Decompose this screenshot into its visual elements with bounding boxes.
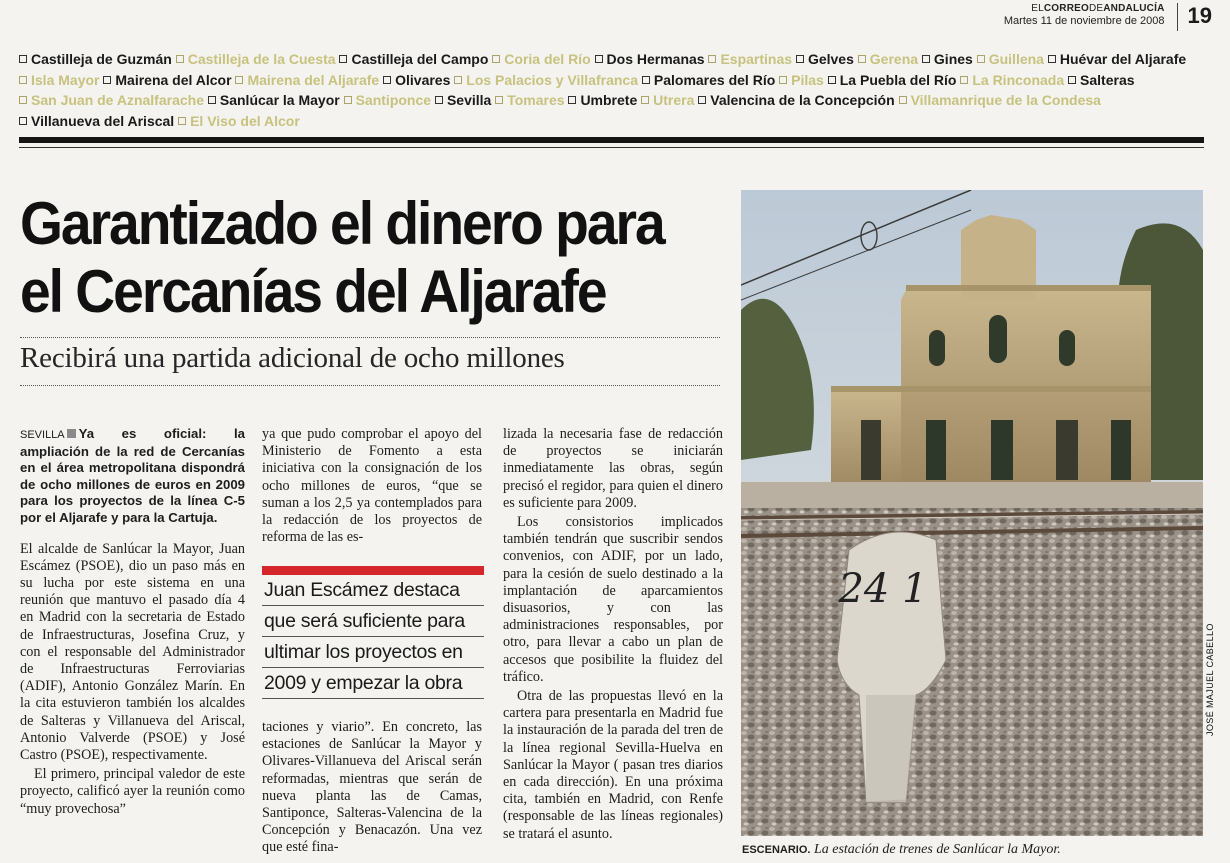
station-photo-illustration <box>741 190 1203 836</box>
pull-quote-line: Juan Escámez destaca <box>262 575 484 606</box>
town-name: Salteras <box>1080 71 1135 88</box>
lead-text: Ya es oficial: la ampliación de la red de Cercanías en el área metropolitana dispondrá de ocho millones de euros en 2009 para los proyectos de la línea C-5 por el Aljarafe y para la Cartuja. <box>20 426 245 525</box>
town-name: Valencina de la Concepción <box>710 92 895 108</box>
towns-ribbon <box>19 49 1204 131</box>
caption-text: La estación de trenes de Sanlúcar la Mayor. <box>813 842 1061 857</box>
deck-rule-top <box>20 337 720 338</box>
body-paragraph: El primero, principal valedor de este proyecto, calificó ayer la reunión como “muy provechosa” <box>20 766 245 817</box>
masthead-divider <box>1177 3 1178 31</box>
town-name: Castilleja del Campo <box>351 51 489 67</box>
town-item <box>828 72 957 88</box>
square-bullet-icon <box>176 55 184 63</box>
square-bullet-icon <box>698 96 706 104</box>
lead-paragraph <box>20 426 245 527</box>
headline <box>20 190 673 326</box>
town-item <box>344 92 431 108</box>
square-bullet-icon <box>495 96 503 104</box>
town-name: Castilleja de Guzmán <box>31 51 172 67</box>
town-item <box>796 51 854 67</box>
town-item <box>454 72 638 88</box>
town-name: Santiponce <box>355 92 432 108</box>
town-name: Gelves <box>807 51 854 67</box>
deck-subheadline: Recibirá una partida adicional de ocho millones <box>20 342 565 374</box>
town-name: Mairena del Alcor <box>115 71 232 88</box>
town-item <box>858 51 918 67</box>
town-name: El Viso del Alcor <box>190 112 300 129</box>
town-item <box>235 72 379 88</box>
town-name: Olivares <box>395 71 451 88</box>
photo-credit: JOSÉ MAJUEL CABELLO <box>1205 623 1215 736</box>
square-bullet-icon <box>19 117 27 125</box>
article-column-1 <box>20 426 245 820</box>
square-bullet-icon <box>960 76 968 84</box>
square-bullet-icon <box>568 96 576 104</box>
body-paragraph: El alcalde de Sanlúcar la Mayor, Juan Escámez (PSOE), dio un paso más en su lucha por este sistema en una reunión que mantuvo el pasado día 4 en Madrid con la secretaria de Estado de Infraestructuras, Josefina Cruz, y con el responsable del Administrador de Infraestructuras Ferroviarias (ADIF), Antonio González Marín. En la cita estuvieron también los alcaldes de Salteras y Villanueva del Ariscal, Antonio Valverde (PSOE) y José Castro (PSOE), respectivamente. <box>20 540 245 763</box>
newspaper-name: ELCORREODEANDALUCÍA <box>1031 3 1165 14</box>
town-item <box>698 92 894 108</box>
masthead-text <box>1004 3 1165 27</box>
town-item <box>922 51 973 67</box>
town-item <box>19 113 174 129</box>
town-item <box>339 51 488 67</box>
square-bullet-icon <box>235 76 243 84</box>
square-bullet-icon <box>858 55 866 63</box>
dateline: SEVILLA <box>20 429 65 441</box>
town-item <box>19 51 172 67</box>
body-paragraph: Los consistorios implicados también tendrán que suscribir sendos convenios, con ADIF, por un lado, para la cesión de suelo destinado a la implantación de aparcamientos disuasorios, y con las administraciones responsables, por otro, para llevar a cabo un plan de accesos que posibilite la fluidez del tráfico. <box>503 514 723 685</box>
town-name: Villamanrique de la Condesa <box>910 92 1101 108</box>
gravel-bed <box>741 508 1203 836</box>
town-item <box>960 72 1064 88</box>
body-paragraph: lizada la necesaria fase de redacción de proyectos se iniciarán inmediatamente las obras, según precisó el regidor, para quien el dinero es suficiente para 2009. <box>503 426 723 511</box>
town-item <box>176 51 336 67</box>
town-name: Mairena del Aljarafe <box>247 71 380 88</box>
pull-quote-line: 2009 y empezar la obra <box>262 668 484 699</box>
town-item <box>103 72 231 88</box>
square-bullet-icon <box>641 96 649 104</box>
town-item <box>19 72 99 88</box>
square-bullet-icon <box>208 96 216 104</box>
square-bullet-icon <box>492 55 500 63</box>
pull-quote <box>262 566 484 699</box>
station-photo <box>741 190 1203 836</box>
town-item <box>899 92 1101 108</box>
deck-rule-bottom <box>20 385 720 386</box>
dateline-square-icon <box>67 429 76 438</box>
square-bullet-icon <box>796 55 804 63</box>
square-bullet-icon <box>103 76 111 84</box>
square-bullet-icon <box>1068 76 1076 84</box>
square-bullet-icon <box>922 55 930 63</box>
photo-caption <box>742 842 1061 858</box>
marker-number: 24 1 <box>838 566 928 612</box>
article-column-2 <box>262 426 482 548</box>
town-item <box>1068 72 1134 88</box>
town-name: Palomares del Río <box>653 71 776 88</box>
town-item <box>708 51 792 67</box>
town-item <box>779 72 824 88</box>
town-name: Espartinas <box>720 51 793 67</box>
body-paragraph: Otra de las propuestas llevó en la cartera para presentarla en Madrid fue la instauración de la parada del tren de la línea regional Sevilla-Huelva en Sanlúcar la Mayor ( pasan tres diarios en cada dirección). En una próxima cita, también en Madrid, con Renfe (responsable de las líneas regionales) se tratará el asunto. <box>503 688 723 842</box>
town-name: Umbrete <box>580 92 638 108</box>
square-bullet-icon <box>344 96 352 104</box>
headline-line-1: Garantizado el dinero para <box>20 190 664 257</box>
town-name: Gerena <box>869 51 919 67</box>
square-bullet-icon <box>435 96 443 104</box>
square-bullet-icon <box>708 55 716 63</box>
town-item <box>435 92 491 108</box>
square-bullet-icon <box>19 76 27 84</box>
town-name: Sevilla <box>446 92 492 108</box>
town-name: Los Palacios y Villafranca <box>466 71 638 88</box>
masthead <box>1004 3 1212 33</box>
town-name: Tomares <box>507 92 565 108</box>
pull-quote-red-bar <box>262 566 484 575</box>
article-column-2-continued <box>262 719 482 857</box>
square-bullet-icon <box>178 117 186 125</box>
town-name: La Rinconada <box>972 71 1065 88</box>
body-paragraph: taciones y viario”. En concreto, las estaciones de Sanlúcar la Mayor y Olivares-Villanueva del Ariscal serán reformadas, mientras que serán de nueva planta las de Camas, Santiponce, Salteras-Valencina de la Concepción y Benacazón. Una vez que esté fina- <box>262 719 482 856</box>
town-item <box>495 92 564 108</box>
square-bullet-icon <box>595 55 603 63</box>
article-column-3 <box>503 426 723 845</box>
platform <box>741 482 1203 508</box>
town-name: Coria del Río <box>504 51 591 67</box>
pull-quote-line: ultimar los proyectos en <box>262 637 484 668</box>
section-rule-thin <box>19 147 1204 148</box>
square-bullet-icon <box>779 76 787 84</box>
town-item <box>492 51 590 67</box>
town-item <box>641 92 694 108</box>
square-bullet-icon <box>642 76 650 84</box>
page-number: 19 <box>1187 3 1212 28</box>
town-item <box>208 92 340 108</box>
town-name: Utrera <box>653 92 695 108</box>
square-bullet-icon <box>19 96 27 104</box>
caption-label: ESCENARIO. <box>742 844 811 856</box>
square-bullet-icon <box>19 55 27 63</box>
section-rule-thick <box>19 137 1204 143</box>
town-name: La Puebla del Río <box>839 71 957 88</box>
town-item <box>642 72 775 88</box>
town-item <box>595 51 705 67</box>
town-name: Dos Hermanas <box>606 51 705 67</box>
publication-date: Martes 11 de noviembre de 2008 <box>1003 15 1165 27</box>
town-item <box>178 113 300 129</box>
pull-quote-line: que será suficiente para <box>262 606 484 637</box>
square-bullet-icon <box>977 55 985 63</box>
town-name: Villanueva del Ariscal <box>31 112 175 129</box>
town-item <box>568 92 637 108</box>
town-name: Isla Mayor <box>31 71 100 88</box>
headline-line-2: el Cercanías del Aljarafe <box>20 258 606 325</box>
town-item <box>19 92 204 108</box>
town-name: San Juan de Aznalfarache <box>31 92 204 108</box>
square-bullet-icon <box>1048 55 1056 63</box>
town-item <box>383 72 450 88</box>
square-bullet-icon <box>454 76 462 84</box>
square-bullet-icon <box>899 96 907 104</box>
town-item <box>977 51 1044 67</box>
body-paragraph: ya que pudo comprobar el apoyo del Ministerio de Fomento a esta iniciativa con la consignación de los ocho millones de euros, “que se suman a los 2,5 ya contemplados para la redacción de los proyectos de reforma de las es- <box>262 426 482 546</box>
town-name: Sanlúcar la Mayor <box>219 92 340 108</box>
square-bullet-icon <box>828 76 836 84</box>
square-bullet-icon <box>383 76 391 84</box>
town-name: Pilas <box>791 71 824 88</box>
town-item <box>1048 51 1186 67</box>
town-name: Gines <box>933 51 973 67</box>
town-name: Huévar del Aljarafe <box>1059 51 1187 67</box>
town-name: Guillena <box>988 51 1044 67</box>
town-name: Castilleja de la Cuesta <box>187 51 336 67</box>
square-bullet-icon <box>339 55 347 63</box>
